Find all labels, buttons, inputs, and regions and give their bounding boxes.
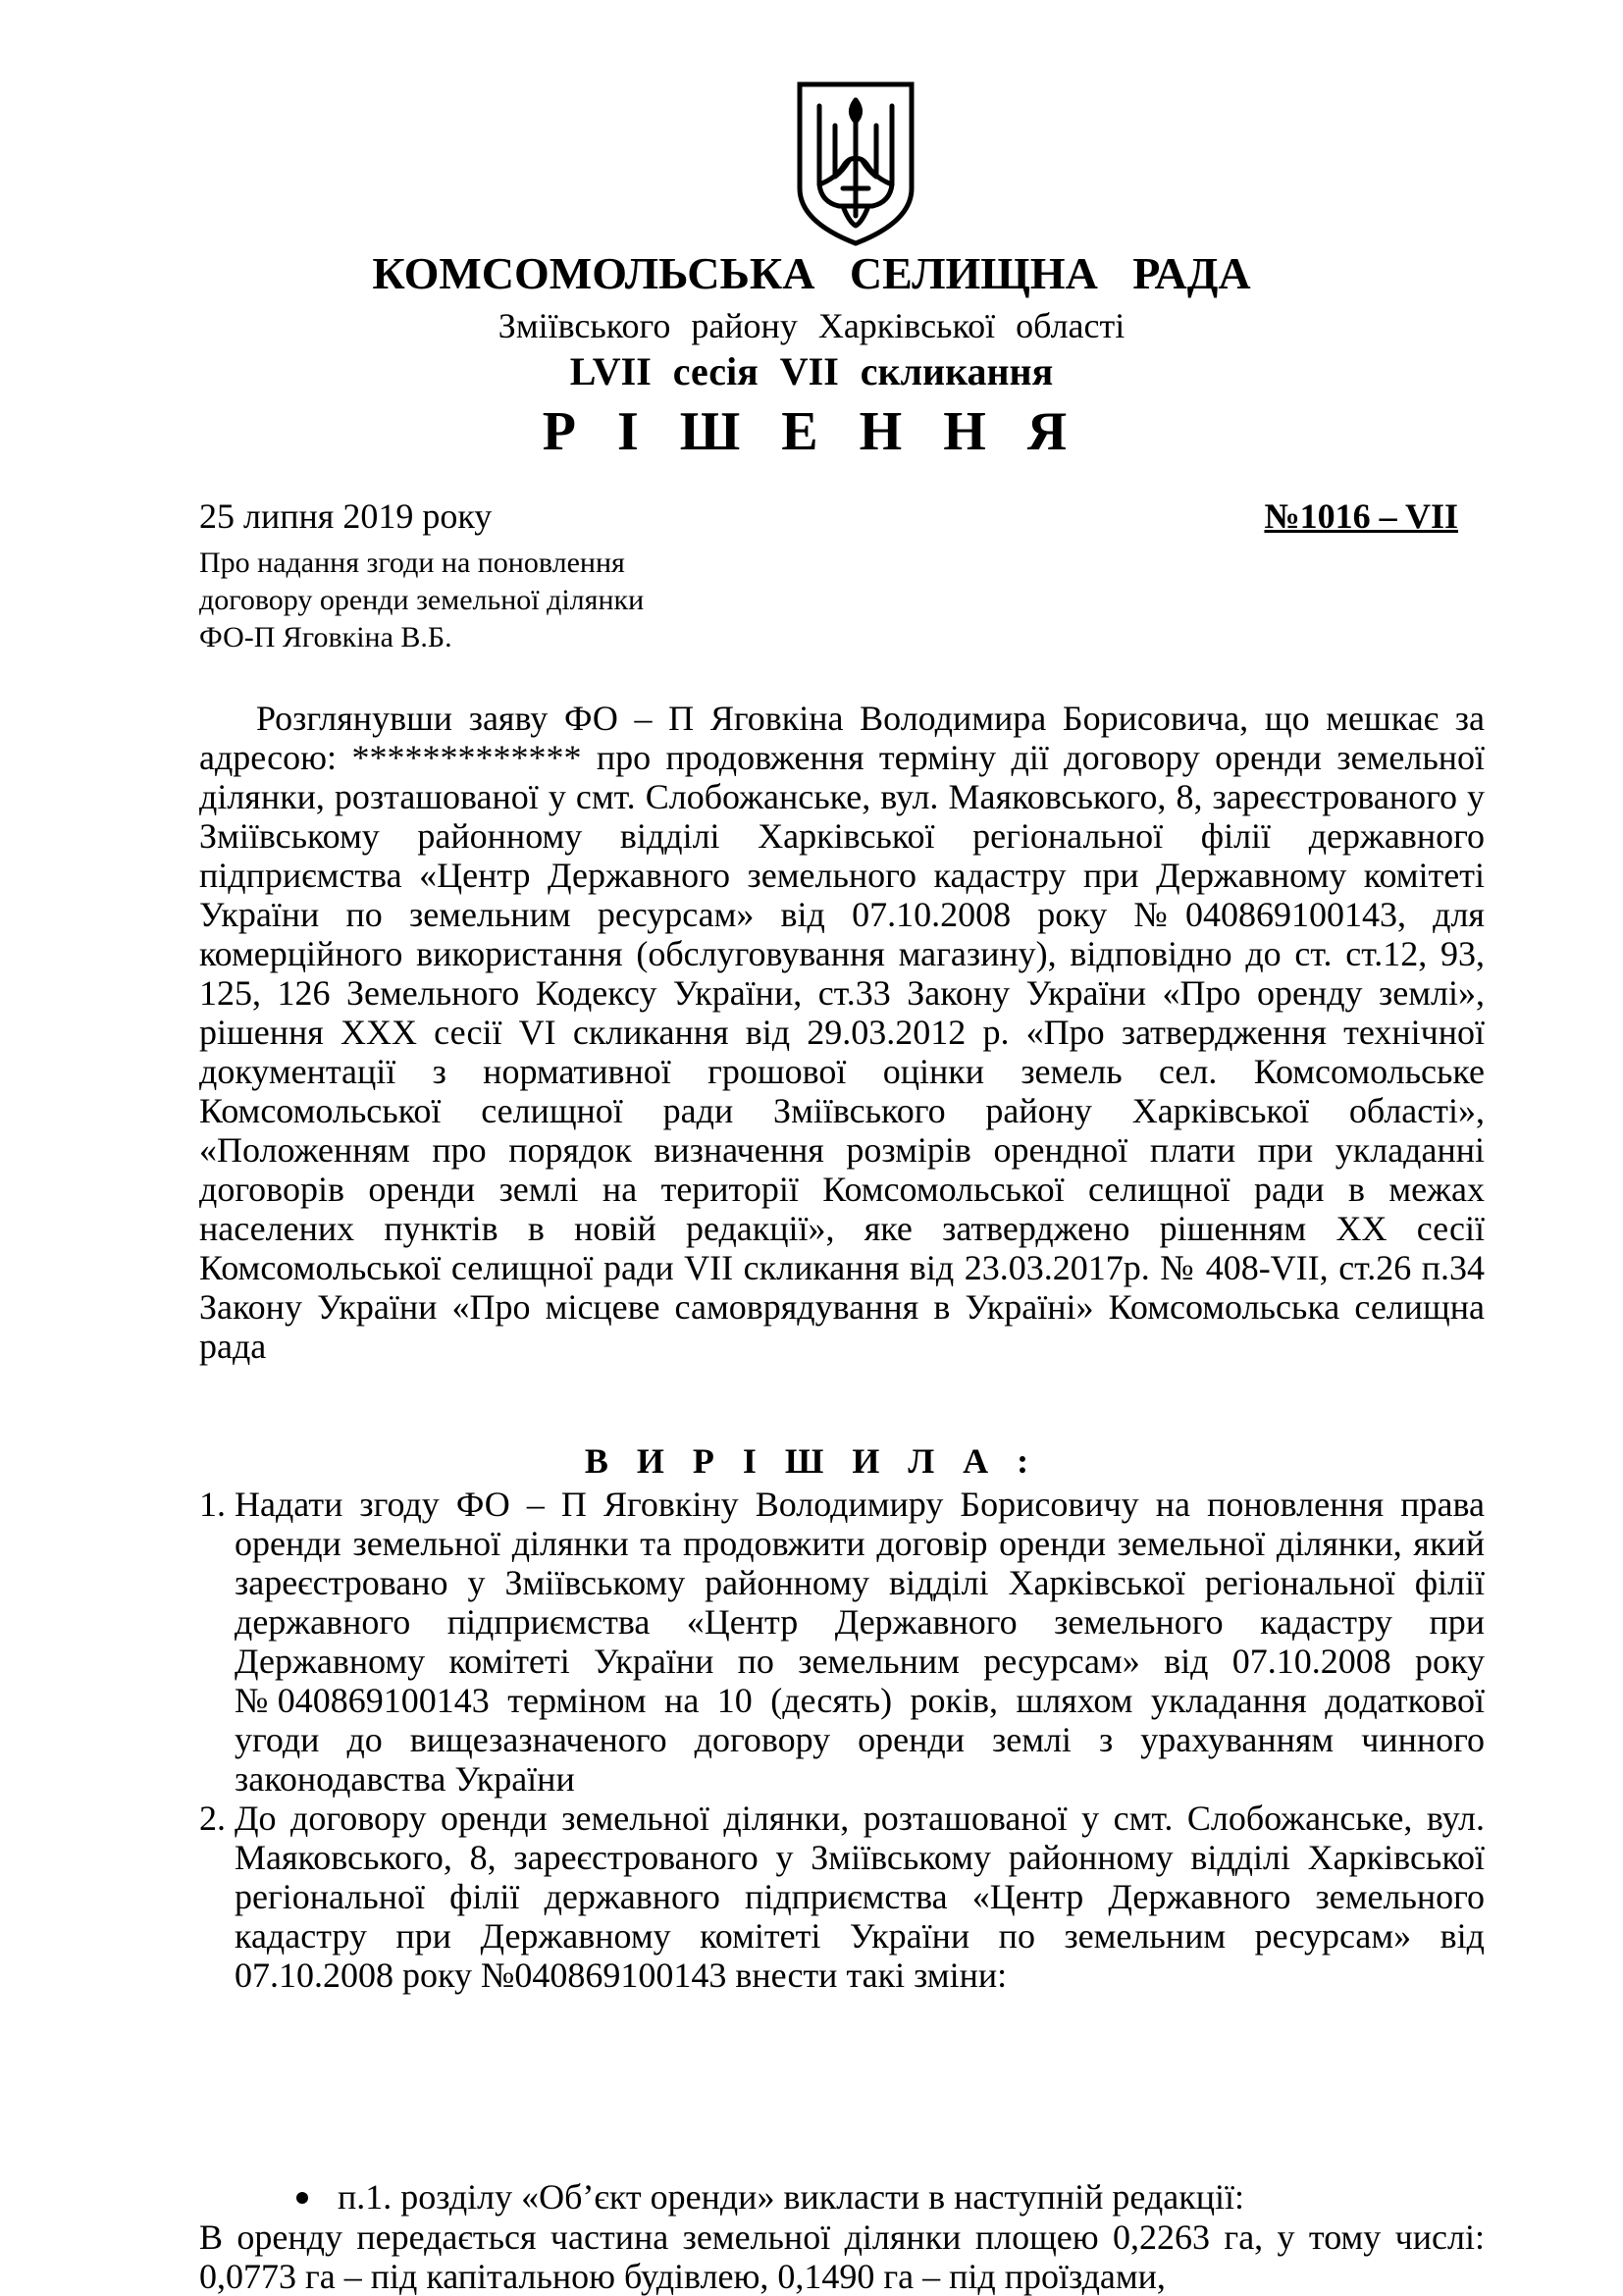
subject-line: договору оренди земельної ділянки — [199, 584, 645, 616]
list-item-number: 1. — [199, 1485, 226, 1524]
coat-of-arms-icon — [792, 78, 919, 247]
document-type-title: Р І Ш Е Н Н Я — [542, 401, 1081, 462]
decision-subject — [199, 545, 644, 656]
list-item-text: Надати згоду ФО – П Яговкіну Володимиру Борисовичу на поновлення права оренди земельної ділянки та продовжити договір оренди земельної ділянки, який зареєстровано у Зміївському районному відділі Харківської регіональної філії державного підприємства «Центр Державного земельного кадастру при Державному комітеті України по земельним ресурсам» від 07.10.2008 року №040869100143 терміном на 10 (десять) років, шляхом укладання додаткової угоди до вищезазначеного договору оренди землі з урахуванням чинного законодавства України — [235, 1485, 1485, 1799]
council-district: Зміївського району Харківської області — [497, 306, 1126, 345]
final-paragraph: В оренду передається частина земельної ділянки площею 0,2263 га, у тому числі: 0,0773 га – під капітальною будівлею, 0,1490 га – під проїздами, — [199, 2218, 1485, 2296]
subject-line: ФО-П Яговкіна В.Б. — [199, 621, 452, 653]
resolved-heading: В И Р І Ш И Л А : — [584, 1441, 1039, 1481]
decision-number: №1016 – VII — [1264, 496, 1458, 536]
subject-line: Про надання згоди на поновлення — [199, 547, 625, 579]
list-item-number: 2. — [199, 1799, 226, 1838]
bullet-item — [296, 2177, 1244, 2217]
resolution-list — [199, 1485, 1485, 1995]
list-item-text: До договору оренди земельної ділянки, розташованої у смт. Слобожанське, вул. Маяковського, 8, зареєстрованого у Зміївському районному відділі Харківської регіональної філії державного підприємства «Центр Державного земельного кадастру при Державному комітеті України по земельним ресурсам» від 07.10.2008 року №040869100143 внести такі зміни: — [235, 1799, 1485, 1995]
list-item — [199, 1485, 1485, 1799]
council-name: КОМСОМОЛЬСЬКА СЕЛИЩНА РАДА — [372, 248, 1251, 298]
list-item — [199, 1799, 1485, 1995]
preamble-paragraph: Розглянувши заяву ФО – П Яговкіна Володимира Борисовича, що мешкає за адресою: ************* про продовження терміну дії договору оренди земельної ділянки, розташованої у смт. Слобожанське, вул. Маяковського, 8, зареєстрованого у Зміївському районному відділі Харківської регіональної філії державного підприємства «Центр Державного земельного кадастру при Державному комітеті України по земельним ресурсам» від 07.10.2008 року №040869100143, для комерційного використання (обслуговування магазину), відповідно до ст. ст.12, 93, 125, 126 Земельного Кодексу України, ст.33 Закону України «Про оренду землі», рішення XXX сесії VI скликання від 29.03.2012 р. «Про затвердження технічної документації з нормативної грошової оцінки земель сел. Комсомольське Комсомольської селищної ради Зміївського району Харківської області», «Положенням про порядок визначення розмірів орендної плати при укладанні договорів оренди землі на території Комсомольської селищної ради в межах населених пунктів в новій редакції», яке затверджено рішенням XX сесії Комсомольської селищної ради VII скликання від 23.03.2017р. № 408-VII, ст.26 п.34 Закону України «Про місцеве самоврядування в Україні» Комсомольська селищна рада — [199, 699, 1485, 1366]
decision-date: 25 липня 2019 року — [199, 496, 493, 536]
bullet-text: п.1. розділу «Об’єкт оренди» викласти в наступній редакції: — [338, 2177, 1244, 2217]
session-title: LVII сесія VII скликання — [569, 349, 1054, 393]
bullet-icon — [296, 2192, 308, 2204]
